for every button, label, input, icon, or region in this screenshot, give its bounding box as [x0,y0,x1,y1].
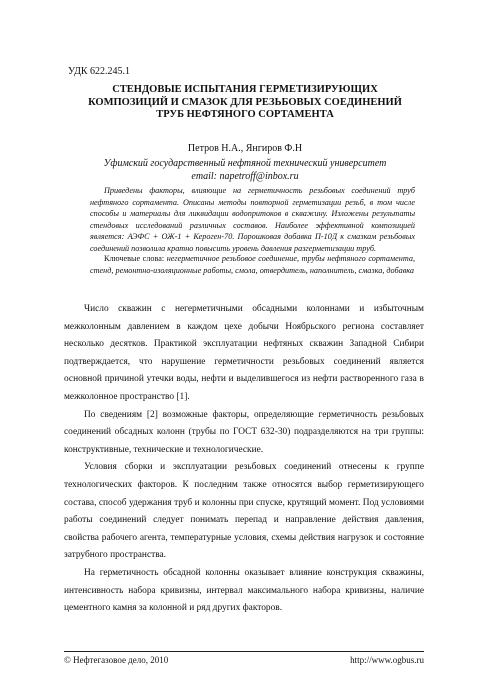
paper-title [60,84,430,122]
title-line-2: КОМПОЗИЦИЙ И СМАЗОК ДЛЯ РЕЗЬБОВЫХ СОЕДИНЕНИЙ [88,96,402,108]
keywords-block [90,253,415,276]
email[interactable]: email: napetroff@inbox.ru [191,171,299,182]
keywords-list: негерметичное резьбовое соединение, трубы нефтяного сортамента, стенд, ремонтно-изоляционные работы, смола, отвердитель, наполнитель, смазка, добавка [90,254,416,275]
udk-code: УДК 622.245.1 [68,66,131,77]
paragraph-4: На герметичность обсадной колонны оказывает влияние конструкция скважины, интенсивность набора кривизны, интервал максимального набора кривизны, наличие цементного камня за колонной и ряд других факторов. [64,567,424,614]
abstract: Приведены факторы, влияющие на герметичность резьбовых соединений труб нефтяного сортамента. Описаны методы повторной герметизации резьб, в том числе способы и материалы для ликвидации водопритоков в скважину. Изложены результаты стендовых исследований различных составов. Наиболее эффективной композицией является: АЭФС + ОЖ-1 + Кероген-70. Порошковая добавка П-10Д к смазкам резьбовых соединений позволила кратно повысить уровень давления разгерметизации труб. [90,186,415,253]
title-line-3: ТРУБ НЕФТЯНОГО СОРТАМЕНТА [156,109,334,120]
paragraph-3: Условия сборки и эксплуатации резьбовых соединений отнесены к группе технологических факторов. К последним также относятся выбор герметизирующего состава, способ удержания труб и колонны при спуске, крутящий момент. Под условиями работы соединений следует понимать перепад и направление действия давления, свойства рабочего агента, температурные условия, схемы действия нагрузок и состояние затрубного пространства. [64,462,424,561]
title-line-1: СТЕНДОВЫЕ ИСПЫТАНИЯ ГЕРМЕТИЗИРУЮЩИХ [112,84,378,95]
keywords-label: Ключевые слова: [104,254,165,263]
footer-divider [64,651,424,652]
authors: Петров Н.А., Янгиров Ф.Н [187,143,303,154]
body-text [64,301,424,618]
paragraph-2: По сведениям [2] возможные факторы, определяющие герметичность резьбовых соединений обсадных колонн (трубы по ГОСТ 632-30) подразделяются на три группы: конструктивные, технические и технологические. [64,409,424,455]
footer-copyright: © Нефтегазовое дело, 2010 [64,655,169,665]
footer-url[interactable]: http://www.ogbus.ru [350,655,424,665]
paragraph-1: Число скважин с негерметичными обсадными колоннами и избыточным межколонным давлением в каждом цехе добычи Ноябрьского региона составляет несколько десятков. Практикой эксплуатации нефтяных скважин Западной Сибири подтверждается, что нарушение герметичности резьбовых соединений является основной причиной утечки воды, нефти и выделившегося из нефти растворенного газа в межколонное пространство [1]. [64,304,424,402]
affiliation-block [60,157,430,183]
affiliation: Уфимский государственный нефтяной технический университет [103,158,387,169]
